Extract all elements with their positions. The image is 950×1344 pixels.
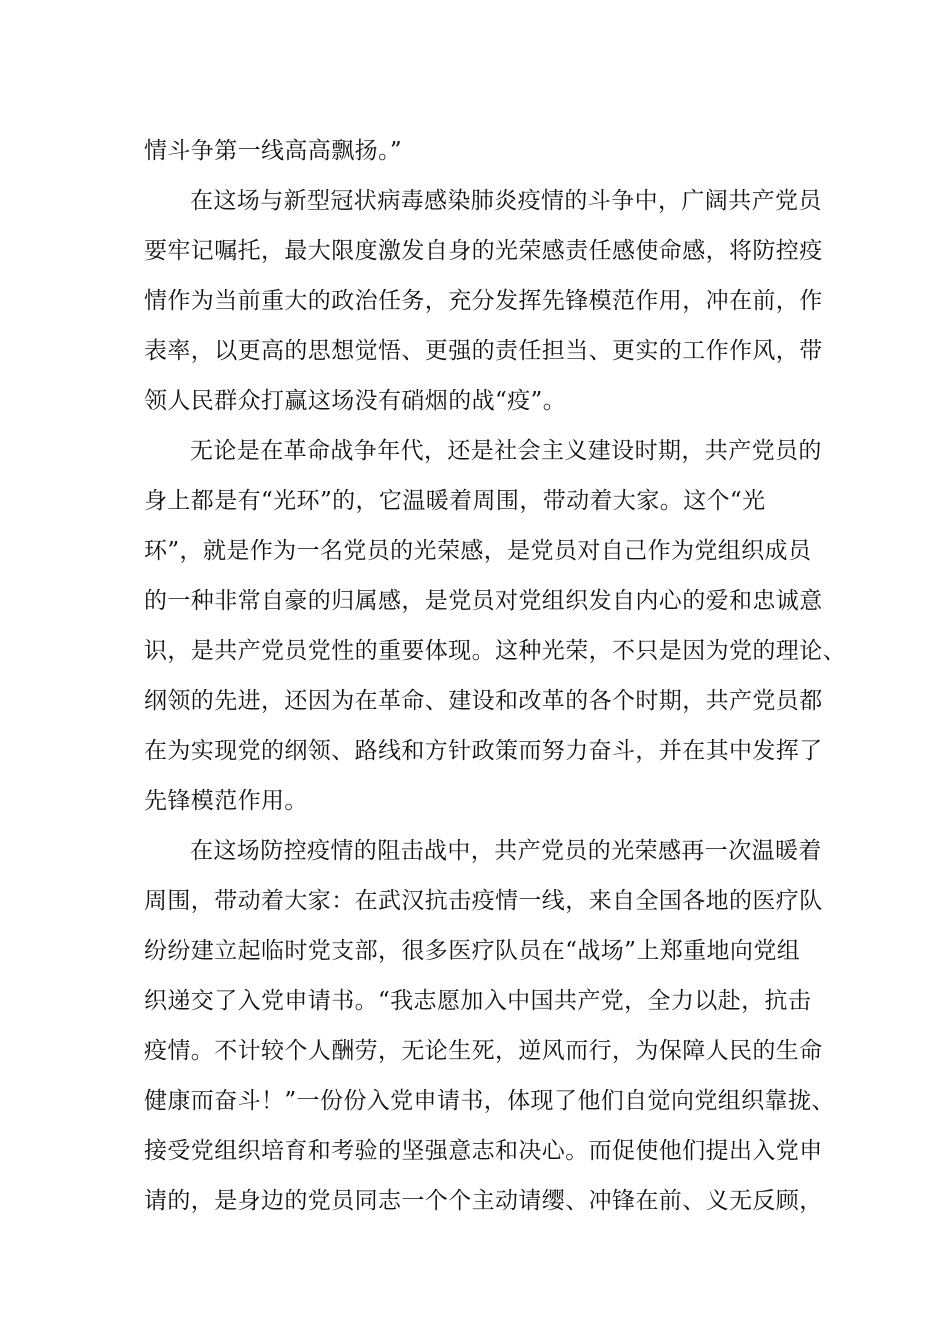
text-line: 识，是共产党员党性的重要体现。这种光荣，不只是因为党的理论、 bbox=[144, 638, 846, 664]
text-line: 表率，以更高的思想觉悟、更强的责任担当、更实的工作作风，带 bbox=[144, 338, 823, 364]
text-line: 身上都是有“光环”的，它温暖着周围，带动着大家。这个“光 bbox=[144, 488, 766, 514]
text-line: 环”，就是作为一名党员的光荣感，是党员对自己作为党组织成员 bbox=[144, 538, 812, 564]
text-line: 周围，带动着大家：在武汉抗击疫情一线，来自全国各地的医疗队 bbox=[144, 888, 823, 914]
text-line: 的一种非常自豪的归属感，是党员对党组织发自内心的爱和忠诚意 bbox=[144, 588, 823, 614]
text-line: 情作为当前重大的政治任务，充分发挥先锋模范作用，冲在前，作 bbox=[144, 288, 823, 314]
paragraph-first-line: 在这场防控疫情的阻击战中，共产党员的光荣感再一次温暖着 bbox=[190, 838, 822, 864]
text-line: 纷纷建立起临时党支部，很多医疗队员在“战场”上郑重地向党组 bbox=[144, 938, 801, 964]
text-line: 在为实现党的纲领、路线和方针政策而努力奋斗，并在其中发挥了 bbox=[144, 738, 823, 764]
paragraph-first-line: 无论是在革命战争年代，还是社会主义建设时期，共产党员的 bbox=[190, 438, 822, 464]
paragraph-first-line: 在这场与新型冠状病毒感染肺炎疫情的斗争中，广阔共产党员 bbox=[190, 188, 822, 214]
text-line: 疫情。不计较个人酬劳，无论生死，逆风而行，为保障人民的生命 bbox=[144, 1038, 823, 1064]
text-line: 要牢记嘱托，最大限度激发自身的光荣感责任感使命感，将防控疫 bbox=[144, 238, 823, 264]
text-line: 接受党组织培育和考验的坚强意志和决心。而促使他们提出入党申 bbox=[144, 1138, 823, 1164]
text-line: 织递交了入党申请书。“我志愿加入中国共产党，全力以赴，抗击 bbox=[144, 988, 812, 1014]
text-line: 领人民群众打赢这场没有硝烟的战“疫”。 bbox=[144, 388, 567, 414]
text-line: 先锋模范作用。 bbox=[144, 788, 308, 814]
text-line: 健康而奋斗！”一份份入党申请书，体现了他们自觉向党组织靠拢、 bbox=[144, 1088, 835, 1114]
text-line: 请的，是身边的党员同志一个个主动请缨、冲锋在前、义无反顾， bbox=[144, 1188, 823, 1214]
text-line: 纲领的先进，还因为在革命、建设和改革的各个时期，共产党员都 bbox=[144, 688, 823, 714]
text-line: 情斗争第一线高高飘扬。” bbox=[144, 138, 403, 164]
body-text bbox=[144, 126, 846, 1226]
